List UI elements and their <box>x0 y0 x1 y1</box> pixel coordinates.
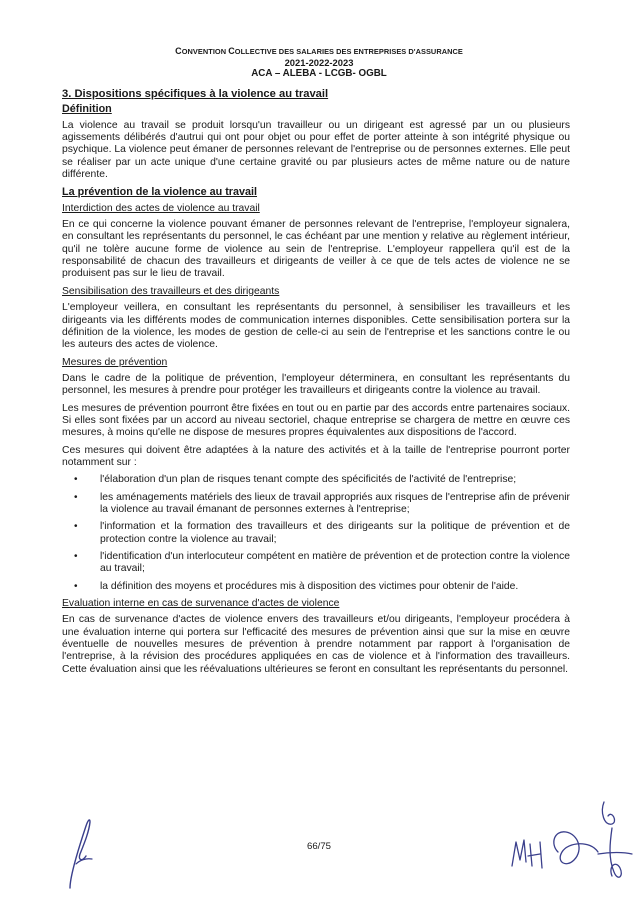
bullet-icon: • <box>74 521 78 533</box>
definition-paragraph: La violence au travail se produit lorsqu'un travailleur ou un dirigeant est agressé par un ou plusieurs agissements délibérés d'autrui qui ont pour objet ou pour effet de porter atteinte à son intégrité physique ou psychique. La violence peut émaner de personnes relevant de l'entreprise ou de personnes externes. Elle peut se réaliser par un acte unique d'une certaine gravité ou par plusieurs actes de même nature ou de nature différente. <box>62 119 570 181</box>
bullet-icon: • <box>74 551 78 562</box>
page-number: 66/75 <box>306 841 331 852</box>
mesures-paragraph-1: Dans le cadre de la politique de prévention, l'employeur déterminera, en consultant les représentants du personnel, les mesures à prendre pour protéger les travailleurs et dirigeants contre la violence au travail. <box>62 372 570 397</box>
header-parties: ACA – ALEBA - LCGB- OGBL <box>251 68 387 79</box>
header-title: CONVENTION COLLECTIVE DES SALARIES DES ENTREPRISES D'ASSURANCE <box>175 46 463 56</box>
list-item: • l'information et la formation des travailleurs et des dirigeants sur la politique de prévention et de protection contre la violence au travail; <box>74 521 570 545</box>
handwritten-initials-icon <box>500 792 638 890</box>
list-item: • les aménagements matériels des lieux de travail appropriés aux risques de l'entreprise afin de prévenir la violence au travail émanant de personnes externes à l'entreprise; <box>74 491 570 515</box>
header-years: 2021-2022-2023 <box>284 57 354 68</box>
section-title: 3. Dispositions spécifiques à la violence au travail <box>62 88 329 100</box>
list-item: • la définition des moyens et procédures mis à disposition des victimes pour obtenir de l'aide. <box>74 580 519 592</box>
interdiction-heading: Interdiction des actes de violence au travail <box>62 202 260 214</box>
document-body <box>62 88 570 681</box>
document-header <box>0 46 638 79</box>
mesures-paragraph-2: Les mesures de prévention pourront être fixées en tout ou en partie par des accords entre partenaires sociaux. Si elles sont fixées par un accord au niveau sectoriel, chaque entreprise se chargera de mettre en œuvre ces mesures, à moins qu'elle ne dispose de mesures propres équivalentes aux dispositions de l'accord. <box>62 402 570 439</box>
sensibilisation-heading: Sensibilisation des travailleurs et des dirigeants <box>62 285 280 297</box>
list-item: • l'élaboration d'un plan de risques tenant compte des spécificités de l'activité de l'entreprise; <box>74 474 517 486</box>
bullet-icon: • <box>74 491 78 503</box>
definition-heading: Définition <box>62 103 112 116</box>
mesures-paragraph-3: Ces mesures qui doivent être adaptées à la nature des activités et à la taille de l'entreprise pourront porter notamment sur : <box>62 444 570 468</box>
bullet-icon: • <box>74 474 78 486</box>
handwritten-signature-icon <box>56 812 104 892</box>
sensibilisation-paragraph: L'employeur veillera, en consultant les représentants du personnel, à sensibiliser les travailleurs et les dirigeants via les différents modes de communication internes disponibles. Cette sensibilisation portera sur la définition de la violence, les modes de gestion de celle-ci au sein de l'entreprise et les sanctions contre le ou les auteurs des actes de violence. <box>62 302 570 351</box>
evaluation-paragraph: En cas de survenance d'actes de violence envers des travailleurs et/ou dirigeants, l'employeur procédera à une évaluation interne qui portera sur l'efficacité des mesures de prévention ainsi que sur la mise en œuvre éventuelle de nouvelles mesures de prévention à prendre notamment par rapport à l'organisation de l'entreprise, à la révision des procédures appliquées en cas de violence et à l'information des travailleurs. Cette évaluation ainsi que les réévaluations ultérieures se feront en consultant les représentants du personnel. <box>62 614 570 675</box>
interdiction-paragraph: En ce qui concerne la violence pouvant émaner de personnes relevant de l'entreprise, l'employeur signalera, en consultant les représentants du personnel, le cas échéant par une mention y relative au règlement intérieur, qu'il ne tolère aucune forme de violence au sein de l'entreprise. L'employeur rappellera qu'il est de la responsabilité de chacun des travailleurs et dirigeants de veiller à ce que de tels actes de violence ne se produisent pas sur le lieu de travail. <box>62 219 570 280</box>
evaluation-heading: Evaluation interne en cas de survenance d'actes de violence <box>62 598 340 610</box>
prevention-heading: La prévention de la violence au travail <box>62 186 258 199</box>
measures-list <box>62 474 570 593</box>
bullet-icon: • <box>74 580 78 592</box>
mesures-heading: Mesures de prévention <box>62 356 168 368</box>
list-item: • l'identification d'un interlocuteur compétent en matière de prévention et de protection contre la violence au travail; <box>74 551 570 575</box>
